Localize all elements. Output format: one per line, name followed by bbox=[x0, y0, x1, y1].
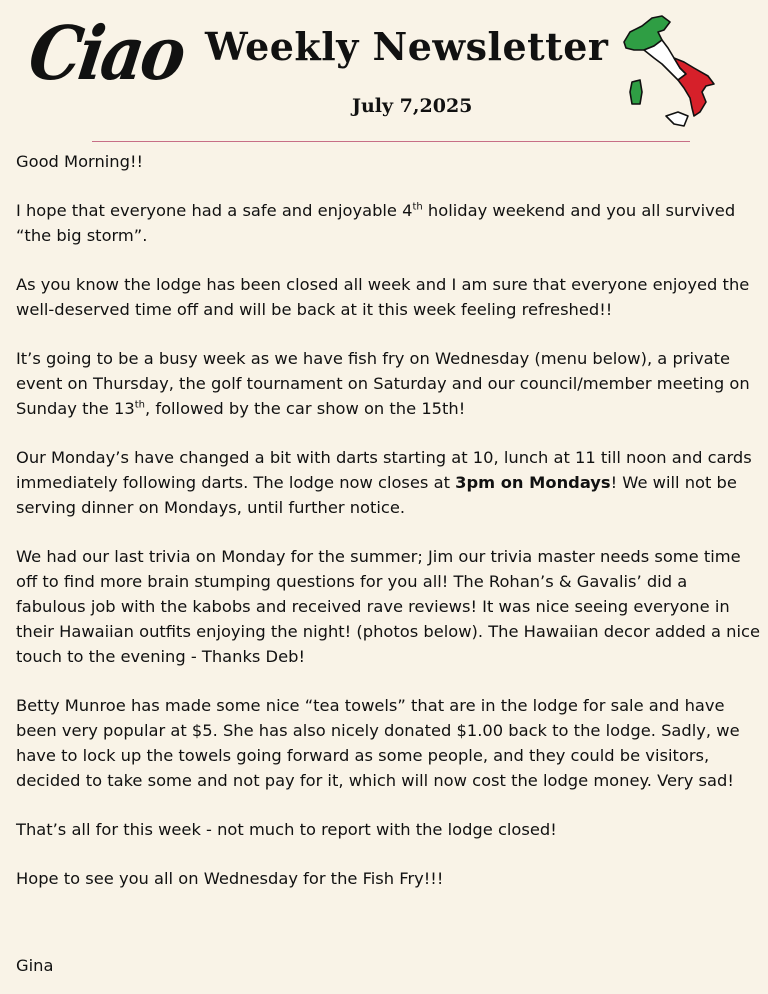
paragraph-holiday: I hope that everyone had a safe and enjoyable 4th holiday weekend and you all survived “the big storm”. bbox=[16, 201, 736, 245]
newsletter-title: Weekly Newsletter bbox=[205, 24, 609, 69]
paragraph-lodge-closed: As you know the lodge has been closed all week and I am sure that everyone enjoyed the well-deserved time off and will be back at it this week feeling refreshed!! bbox=[16, 275, 750, 319]
ciao-logo: Ciao bbox=[23, 9, 189, 97]
paragraph-fish-fry: Hope to see you all on Wednesday for the Fish Fry!!! bbox=[16, 869, 444, 888]
italy-map-icon bbox=[618, 12, 720, 132]
paragraph-trivia: We had our last trivia on Monday for the summer; Jim our trivia master needs some time off to find more brain stumping questions for you all! The Rohan’s & Gavalis’ did a fabulous job with the kabobs and received rave reviews! It was nice seeing everyone in their Hawaiian outfits enjoying the night! (photos below). The Hawaiian decor added a nice touch to the evening - Thanks Deb! bbox=[16, 547, 760, 666]
signature: Gina bbox=[16, 956, 54, 975]
newsletter-date: July 7,2025 bbox=[352, 95, 473, 117]
paragraph-tea-towels: Betty Munroe has made some nice “tea towels” that are in the lodge for sale and have been very popular at $5. She has also nicely donated $1.00 back to the lodge. Sadly, we have to lock up the towels going forward as some people, and they could be visitors, decided to take some and not pay for it, which will now cost the lodge money. Very sad! bbox=[16, 696, 740, 790]
paragraph-mondays: Our Monday’s have changed a bit with darts starting at 10, lunch at 11 till noon and cards immediately following darts. The lodge now closes at 3pm on Mondays! We will not be serving dinner on Mondays, until further notice. bbox=[16, 448, 752, 517]
newsletter-body bbox=[16, 149, 760, 915]
greeting: Good Morning!! bbox=[16, 152, 144, 171]
header-divider bbox=[92, 141, 690, 142]
paragraph-closing: That’s all for this week - not much to report with the lodge closed! bbox=[16, 820, 557, 839]
paragraph-busy-week: It’s going to be a busy week as we have fish fry on Wednesday (menu below), a private event on Thursday, the golf tournament on Saturday and our council/member meeting on Sunday the 13th, followed by the car show on the 15th! bbox=[16, 349, 750, 418]
